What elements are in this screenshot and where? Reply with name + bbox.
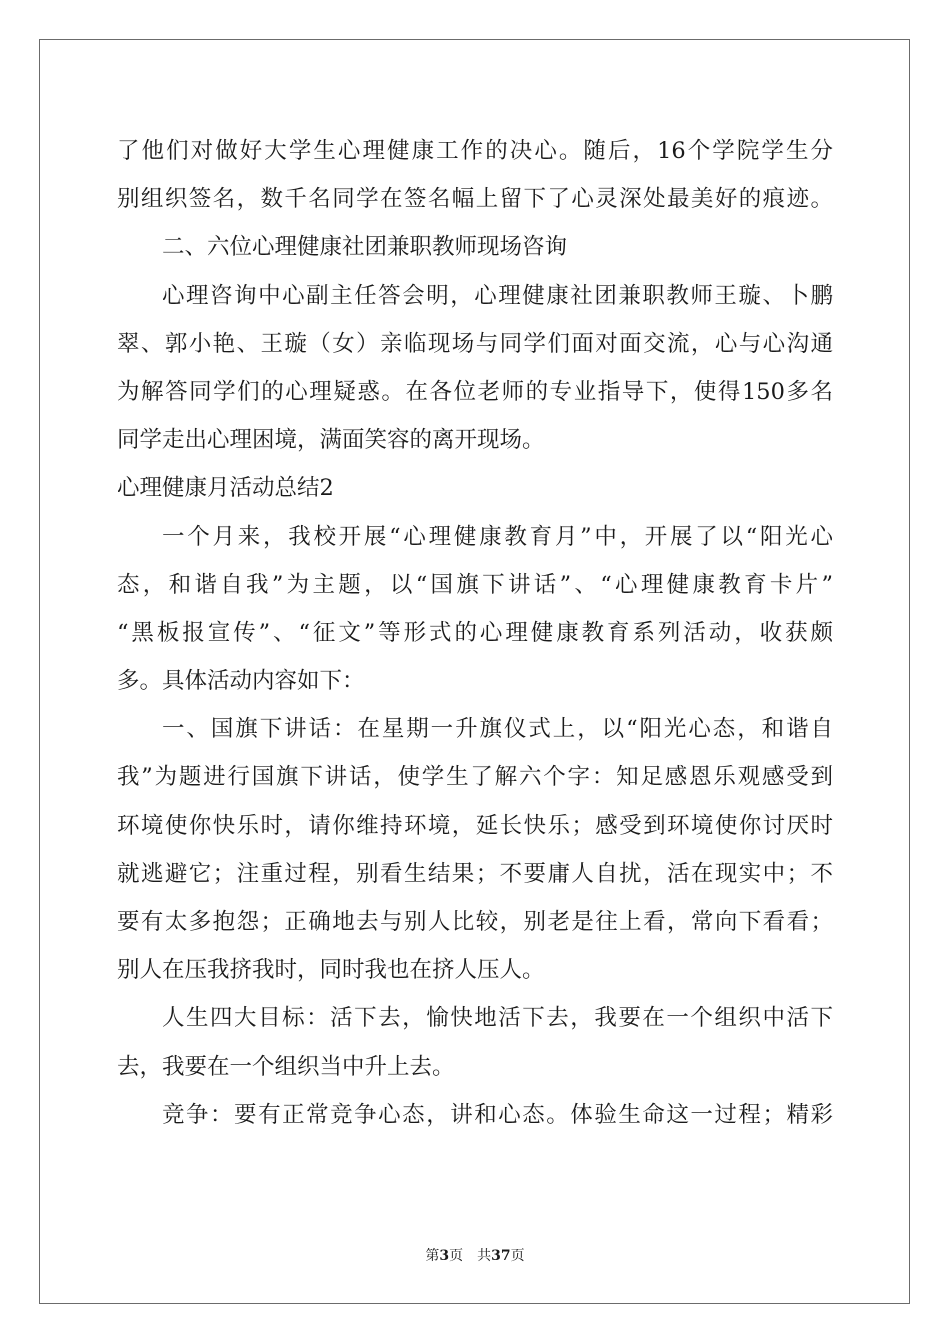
text-line: 心理咨询中心副主任答会明，心理健康社团兼职教师王璇、卜鹏 xyxy=(162,282,833,309)
text-line: 环境使你快乐时，请你维持环境，延长快乐；感受到环境使你讨厌时 xyxy=(117,812,833,839)
text-line: 要有太多抱怨；正确地去与别人比较，别老是往上看，常向下看看； xyxy=(117,909,833,935)
text-line: 一、国旗下讲话：在星期一升旗仪式上，以“阳光心态，和谐自 xyxy=(162,716,833,743)
document-body xyxy=(117,127,833,1139)
text-line: 心理健康月活动总结2 xyxy=(117,475,334,502)
page-suffix: 页 xyxy=(449,1248,464,1264)
text-line: 竞争：要有正常竞争心态，讲和心态。体验生命这一过程；精彩 xyxy=(162,1101,833,1128)
text-line: 就逃避它；注重过程，别看生结果；不要庸人自扰，活在现实中；不 xyxy=(117,860,833,887)
text-line: 别人在压我挤我时，同时我也在挤人压人。 xyxy=(117,957,545,984)
page-footer xyxy=(0,1245,950,1265)
total-prefix: 共 xyxy=(477,1248,492,1264)
total-pages: 37 xyxy=(491,1248,511,1264)
text-line: 别组织签名，数千名同学在签名幅上留下了心灵深处最美好的痕迹。 xyxy=(117,186,833,213)
total-suffix: 页 xyxy=(510,1248,525,1264)
text-line: 同学走出心理困境，满面笑容的离开现场。 xyxy=(117,427,545,454)
text-line: 态，和谐自我”为主题，以“国旗下讲话”、“心理健康教育卡片” xyxy=(117,571,833,598)
text-line: 翠、郭小艳、王璇（女）亲临现场与同学们面对面交流，心与心沟通 xyxy=(117,330,833,357)
text-line: 一个月来，我校开展“心理健康教育月”中，开展了以“阳光心 xyxy=(162,523,833,550)
page-number: 3 xyxy=(439,1248,450,1264)
text-line: 了他们对做好大学生心理健康工作的决心。随后，16个学院学生分 xyxy=(117,138,833,164)
text-line: 二、六位心理健康社团兼职教师现场咨询 xyxy=(162,234,568,261)
text-line: 去，我要在一个组织当中升上去。 xyxy=(117,1053,455,1080)
text-line: 我”为题进行国旗下讲话，使学生了解六个字：知足感恩乐观感受到 xyxy=(117,764,833,791)
text-line: 人生四大目标：活下去，愉快地活下去，我要在一个组织中活下 xyxy=(162,1005,833,1032)
text-line: 为解答同学们的心理疑惑。在各位老师的专业指导下，使得150多名 xyxy=(117,378,833,405)
page-prefix: 第 xyxy=(425,1248,440,1264)
text-line: 多。具体活动内容如下： xyxy=(117,668,365,695)
text-line: “黑板报宣传”、“征文”等形式的心理健康教育系列活动，收获颇 xyxy=(117,619,833,646)
